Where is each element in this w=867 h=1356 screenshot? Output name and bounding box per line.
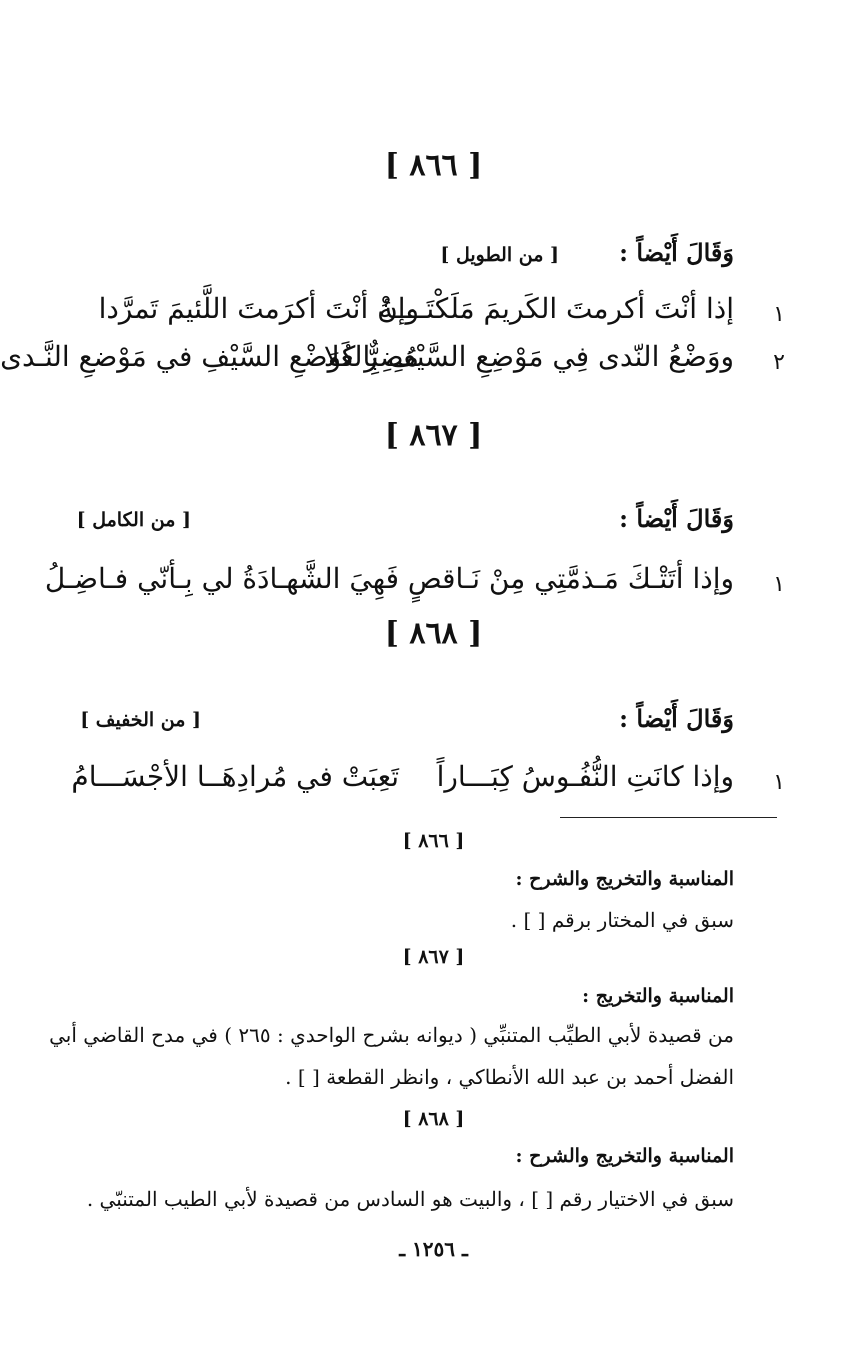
verse-number: ٢ [773, 350, 785, 375]
poem-intro: وَقَالَ أَيْضاً : [619, 504, 734, 533]
verse-second-hemistich: مُضِرٌّ كَوَضْعِ السَّيْفِ في مَوْضعِ النَّـدى [0, 340, 419, 373]
meter-label: [ من الكامل ] [76, 509, 191, 531]
footnote-heading: المناسبة والتخريج والشرح : [515, 1145, 734, 1167]
footnote-number: [ ٨٦٨ ] [402, 1108, 465, 1130]
footnote-separator [560, 817, 777, 818]
poem-number: [ ٨٦٨ ] [384, 616, 483, 651]
footnote-heading: المناسبة والتخريج والشرح : [515, 868, 734, 890]
verse-second-hemistich: تَعِبَتْ في مُرادِهَــا الأجْسَـــامُ [71, 760, 399, 793]
verse-first-hemistich: ووَضْعُ النّدى فِي مَوْضِعِ السَّيْفِ بِالعُلا [323, 340, 734, 373]
verse-first-hemistich: وإذا أتَتْـكَ مَـذمَّتِي مِنْ نَـاقصٍ [407, 562, 734, 595]
footnote-line: سبق في الاختيار رقم [ ] ، والبيت هو السادس من قصيدة لأبي الطيب المتنبّي . [86, 1187, 734, 1211]
verse-first-hemistich: وإذا كانَتِ النُّفُـوسُ كِبَـــاراً [436, 760, 734, 793]
footnote-heading: المناسبة والتخريج : [582, 985, 734, 1007]
verse-second-hemistich: فَهِيَ الشَّهـادَةُ لي بِـأنّي فـاضِـلُ [44, 562, 399, 595]
footnote-number: [ ٨٦٦ ] [402, 830, 465, 852]
meter-label: [ من الخفيف ] [80, 709, 201, 731]
poem-number: [ ٨٦٦ ] [384, 148, 483, 183]
footnote-number: [ ٨٦٧ ] [402, 946, 465, 968]
poem-number: [ ٨٦٧ ] [384, 418, 483, 453]
verse-number: ١ [773, 302, 785, 327]
footnote-line: سبق في المختار برقم [ ] . [510, 908, 734, 932]
verse-number: ١ [773, 572, 785, 597]
verse-second-hemistich: وإنْ أنْتَ أكرَمتَ اللَّئيمَ تَمرَّدا [98, 292, 419, 325]
footnote-line: من قصيدة لأبي الطيِّب المتنبِّي ( ديوانه بشرح الواحدي : ٢٦٥ ) في مدح القاضي أبي [49, 1023, 734, 1047]
poem-intro: وَقَالَ أَيْضاً : [619, 238, 734, 267]
verse-number: ١ [773, 770, 785, 795]
verse-first-hemistich: إذا أنْتَ أكرمتَ الكَريمَ مَلَكْتَــــهُ [378, 292, 734, 325]
footnote-line: الفضل أحمد بن عبد الله الأنطاكي ، وانظر القطعة [ ] . [285, 1065, 734, 1089]
meter-label: [ من الطويل ] [440, 244, 559, 266]
page-number: ـ ١٢٥٦ ـ [399, 1237, 468, 1261]
poem-intro: وَقَالَ أَيْضاً : [619, 704, 734, 733]
